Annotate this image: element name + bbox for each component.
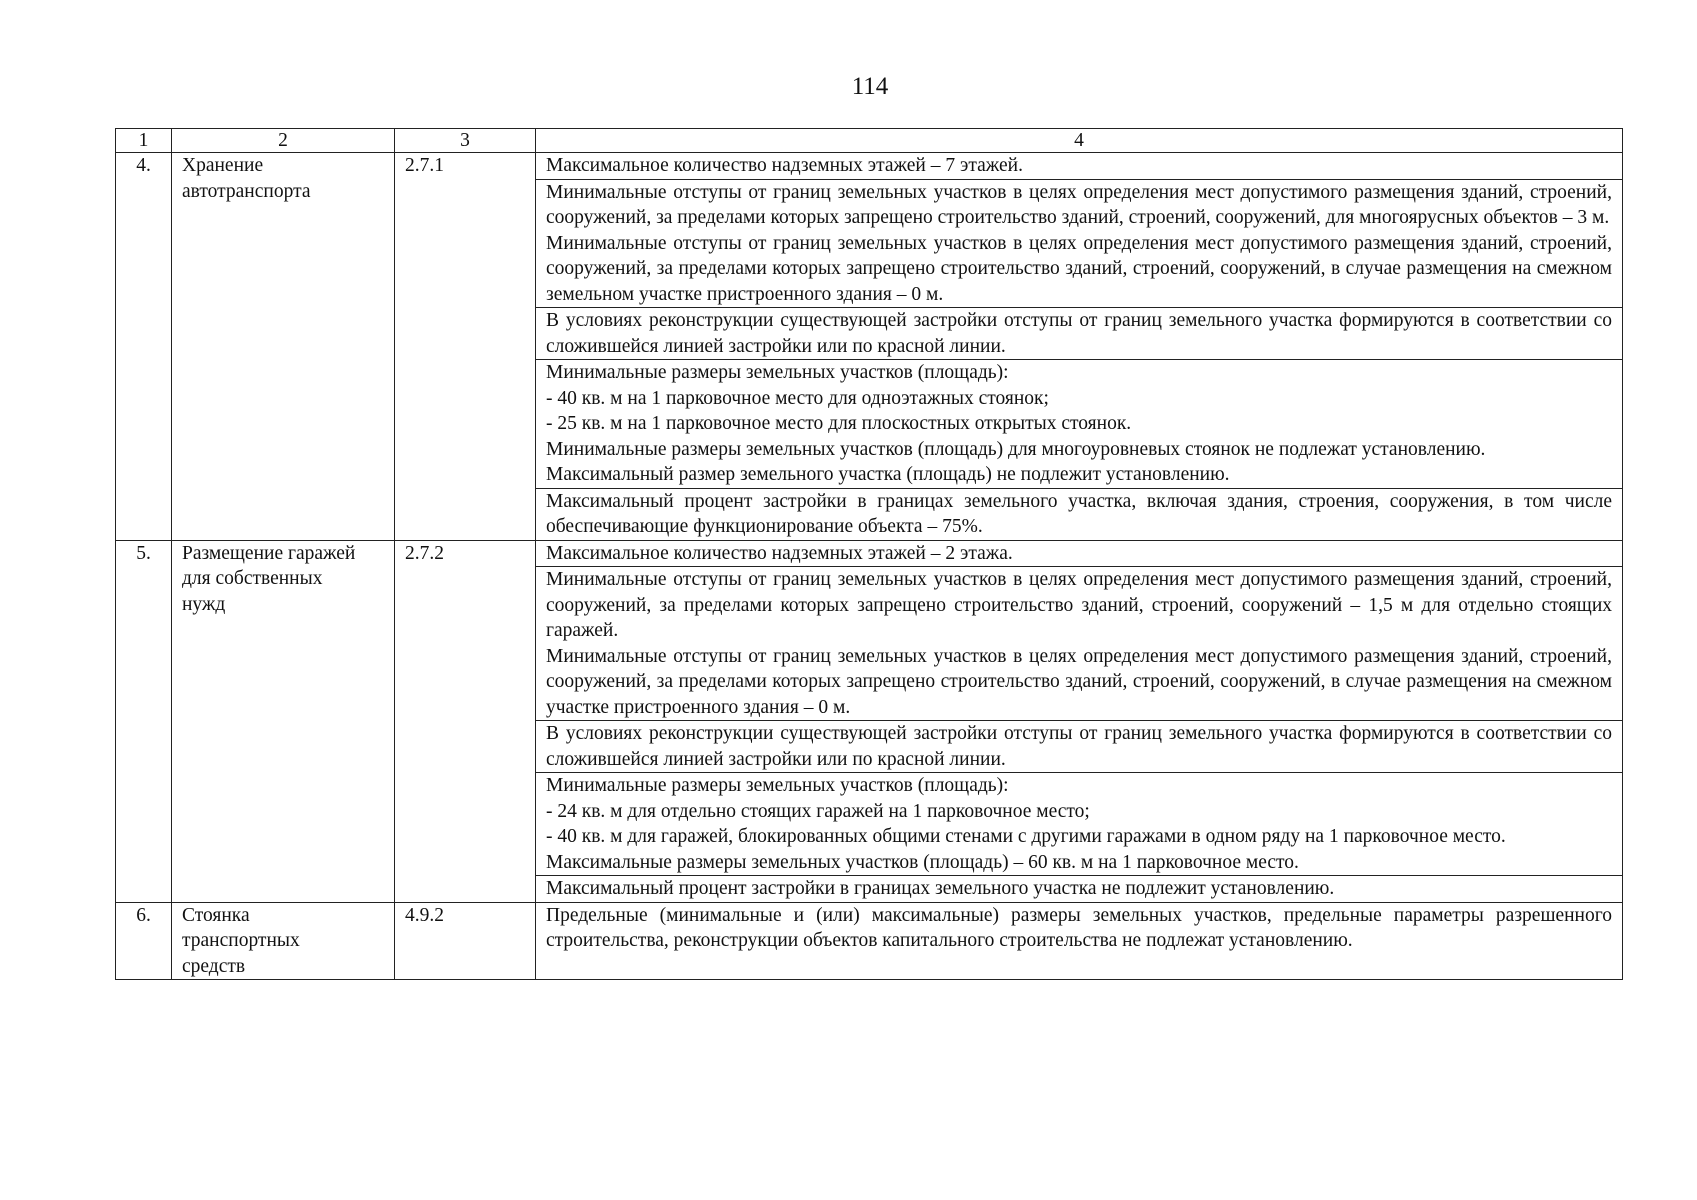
use-type-code: 2.7.1 <box>395 153 536 541</box>
parameter-cell: Минимальные отступы от границ земельных участков в целях определения мест допустимого размещения зданий, строений, сооружений, за пределами которых запрещено строительство зданий, строений, сооружений – 1,5 м для отдельно стоящих гаражей. Минимальные отступы от границ земельных участков в целях определения мест допустимого размещения зданий, строений, сооружений, за пределами которых запрещено строительство зданий, строений, сооружений, в случае размещения на смежном участке пристроенного здания – 0 м. <box>536 567 1623 721</box>
parameter-cell: Максимальное количество надземных этажей – 2 этажа. <box>536 540 1623 567</box>
table-row <box>116 153 1623 180</box>
parameter-cell: Максимальный процент застройки в границах земельного участка не подлежит установлению. <box>536 876 1623 903</box>
column-header-2: 2 <box>172 129 395 153</box>
use-type-name: Хранение автотранспорта <box>172 153 395 541</box>
use-type-name: Размещение гаражей для собственных нужд <box>172 540 395 902</box>
parameter-cell: Минимальные размеры земельных участков (площадь): - 40 кв. м на 1 парковочное место для одноэтажных стоянок; - 25 кв. м на 1 парковочное место для плоскостных открытых стоянок. Минимальные размеры земельных участков (площадь) для многоуровневых стоянок не подлежат установлению. Максимальный размер земельного участка (площадь) не подлежит установлению. <box>536 360 1623 489</box>
use-type-name: Стоянка транспортных средств <box>172 902 395 980</box>
parameter-cell: Минимальные отступы от границ земельных участков в целях определения мест допустимого размещения зданий, строений, сооружений, за пределами которых запрещено строительство зданий, строений, сооружений, для многоярусных объектов – 3 м. Минимальные отступы от границ земельных участков в целях определения мест допустимого размещения зданий, строений, сооружений, за пределами которых запрещено строительство зданий, строений, сооружений, в случае размещения на смежном земельном участке пристроенного здания – 0 м. <box>536 179 1623 308</box>
table-row <box>116 540 1623 567</box>
parameter-cell: Предельные (минимальные и (или) максимальные) размеры земельных участков, предельные параметры разрешенного строительства, реконструкции объектов капитального строительства не подлежат установлению. <box>536 902 1623 980</box>
page-number: 114 <box>851 73 889 100</box>
use-type-code: 4.9.2 <box>395 902 536 980</box>
table-row <box>116 902 1623 980</box>
column-header-4: 4 <box>536 129 1623 153</box>
use-type-code: 2.7.2 <box>395 540 536 902</box>
parameter-cell: Максимальное количество надземных этажей – 7 этажей. <box>536 153 1623 180</box>
parameter-cell: В условиях реконструкции существующей застройки отступы от границ земельного участка формируются в соответствии со сложившейся линией застройки или по красной линии. <box>536 721 1623 773</box>
header-row <box>116 129 1623 153</box>
column-header-3: 3 <box>395 129 536 153</box>
column-header-1: 1 <box>116 129 172 153</box>
row-number: 6. <box>116 902 172 980</box>
regulations-table <box>115 128 1623 980</box>
row-number: 4. <box>116 153 172 541</box>
parameter-cell: В условиях реконструкции существующей застройки отступы от границ земельного участка формируются в соответствии со сложившейся линией застройки или по красной линии. <box>536 308 1623 360</box>
row-number: 5. <box>116 540 172 902</box>
parameter-cell: Минимальные размеры земельных участков (площадь): - 24 кв. м для отдельно стоящих гаражей на 1 парковочное место; - 40 кв. м для гаражей, блокированных общими стенами с другими гаражами в одном ряду на 1 парковочное место. Максимальные размеры земельных участков (площадь) – 60 кв. м на 1 парковочное место. <box>536 773 1623 876</box>
parameter-cell: Максимальный процент застройки в границах земельного участка, включая здания, строения, сооружения, в том числе обеспечивающие функционирование объекта – 75%. <box>536 488 1623 540</box>
